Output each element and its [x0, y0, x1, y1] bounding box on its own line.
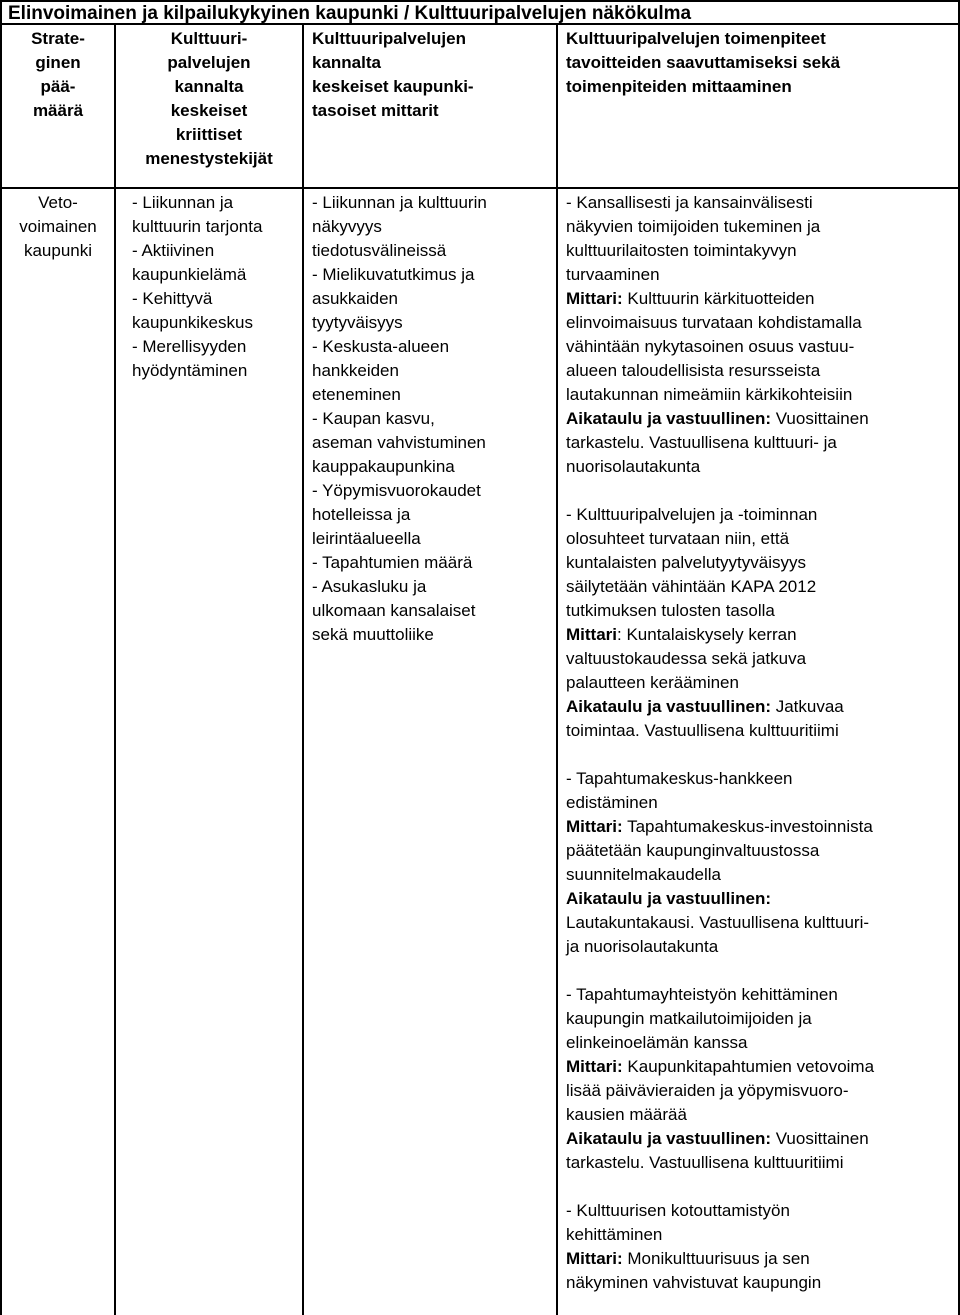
spacer: [566, 959, 958, 983]
cell-text: - Aktiivinen: [132, 241, 215, 260]
header-text: määrä: [32, 101, 84, 120]
action-text: kaupungin matkailutoimijoiden ja: [566, 1009, 812, 1028]
content-row: [1, 188, 959, 1315]
spacer: [566, 743, 958, 767]
action-text: - Tapahtumakeskus-hankkeen: [566, 769, 793, 788]
action-text: säilytetään vähintään KAPA 2012: [566, 577, 817, 596]
schedule-text: Vuosittainen: [771, 409, 869, 428]
schedule-label: Aikataulu ja vastuullinen:: [566, 1129, 771, 1148]
metric-line: [566, 623, 958, 647]
action-text: - Kulttuuripalvelujen ja -toiminnan: [566, 505, 818, 524]
header-text: pää-: [40, 77, 76, 96]
cell-text: - Yöpymisvuorokaudet: [312, 481, 481, 500]
cell-text: näkyvyys: [312, 217, 382, 236]
actions-cell: [557, 188, 959, 1315]
cell-text: tyytyväisyys: [312, 313, 403, 332]
action-text: - Kansallisesti ja kansainvälisesti: [566, 193, 813, 212]
action-text: - Tapahtumayhteistyön kehittäminen: [566, 985, 838, 1004]
header-text: kannalta: [174, 77, 244, 96]
cell-text: leirintäalueella: [312, 529, 421, 548]
header-strategic-goal: [1, 24, 115, 188]
header-text: keskeiset: [170, 101, 248, 120]
header-text: Kulttuuri-: [170, 29, 248, 48]
cell-text: ulkomaan kansalaiset: [312, 601, 476, 620]
cell-text: hankkeiden: [312, 361, 399, 380]
metric-text: Kaupunkitapahtumien vetovoima: [622, 1057, 875, 1076]
metric-text: suunnitelmakaudella: [566, 865, 721, 884]
metric-text: vähintään nykytasoinen osuus vastuu-: [566, 337, 855, 356]
cell-text: - Asukasluku ja: [312, 577, 427, 596]
schedule-line: [566, 1127, 958, 1151]
cell-text: - Kehittyvä: [132, 289, 213, 308]
schedule-label: Aikataulu ja vastuullinen:: [566, 889, 771, 908]
schedule-label: Aikataulu ja vastuullinen:: [566, 697, 771, 716]
header-row: [1, 24, 959, 188]
cell-text: - Merellisyyden: [132, 337, 247, 356]
metric-label: Mittari:: [566, 817, 623, 836]
city-metrics-cell: [303, 188, 557, 1315]
header-text: palvelujen: [167, 53, 251, 72]
header-text: keskeiset kaupunki-: [312, 77, 474, 96]
spacer: [566, 479, 958, 503]
schedule-line: [566, 407, 958, 431]
metric-line: [566, 1247, 958, 1271]
cell-text: kulttuurin tarjonta: [132, 217, 263, 236]
metric-text: Kulttuurin kärkituotteiden: [622, 289, 815, 308]
action-text: näkyvien toimijoiden tukeminen ja: [566, 217, 821, 236]
metric-line: [566, 287, 958, 311]
cell-text: kaupunkielämä: [132, 265, 247, 284]
cell-text: eteneminen: [312, 385, 401, 404]
header-success-factors: [115, 24, 303, 188]
cell-text: hotelleissa ja: [312, 505, 411, 524]
schedule-label: Aikataulu ja vastuullinen:: [566, 409, 771, 428]
cell-text: kauppakaupunkina: [312, 457, 455, 476]
cell-text: kaupunki: [23, 241, 93, 260]
schedule-text: Lautakuntakausi. Vastuullisena kulttuuri-: [566, 913, 870, 932]
header-text: ginen: [35, 53, 81, 72]
action-text: - Kulttuurisen kotouttamistyön: [566, 1201, 790, 1220]
strategic-goal-cell: [1, 188, 115, 1315]
action-text: edistäminen: [566, 793, 658, 812]
metric-line: [566, 815, 958, 839]
action-text: elinkeinoelämän kanssa: [566, 1033, 748, 1052]
metric-text: palautteen kerääminen: [566, 673, 739, 692]
header-text: Kulttuuripalvelujen toimenpiteet: [566, 29, 826, 48]
header-city-metrics: [303, 24, 557, 188]
cell-text: - Mielikuvatutkimus ja: [312, 265, 475, 284]
action-text: olosuhteet turvataan niin, että: [566, 529, 790, 548]
cell-text: - Keskusta-alueen: [312, 337, 450, 356]
metric-text: kausien määrää: [566, 1105, 687, 1124]
cell-text: asukkaiden: [312, 289, 399, 308]
metric-line: [566, 1055, 958, 1079]
cell-text: hyödyntäminen: [132, 361, 248, 380]
cell-text: Veto-: [38, 193, 78, 212]
metric-text: Tapahtumakeskus-investoinnista: [622, 817, 873, 836]
cell-text: voimainen: [19, 217, 97, 236]
metric-text: näkyminen vahvistuvat kaupungin: [566, 1273, 822, 1292]
metric-text: lautakunnan nimeämiin kärkikohteisiin: [566, 385, 853, 404]
schedule-text: Jatkuvaa: [771, 697, 844, 716]
metric-label: Mittari:: [566, 1249, 623, 1268]
metric-label: Mittari:: [566, 1057, 623, 1076]
metric-text: Monikulttuurisuus ja sen: [622, 1249, 810, 1268]
schedule-text: Vuosittainen: [771, 1129, 869, 1148]
document-title: Elinvoimainen ja kilpailukykyinen kaupunki / Kulttuuripalvelujen näkökulma: [0, 0, 960, 24]
cell-text: - Liikunnan ja kulttuurin: [312, 193, 487, 212]
action-text: kulttuurilaitosten toimintakyvyn: [566, 241, 797, 260]
cell-text: aseman vahvistuminen: [312, 433, 486, 452]
metric-text: päätetään kaupunginvaltuustossa: [566, 841, 820, 860]
strategy-table: [0, 23, 960, 1315]
header-text: menestystekijät: [145, 149, 273, 168]
metric-text: lisää päivävieraiden ja yöpymisvuoro-: [566, 1081, 849, 1100]
metric-text: alueen taloudellisista resursseista: [566, 361, 821, 380]
header-actions: [557, 24, 959, 188]
header-text: toimenpiteiden mittaaminen: [566, 77, 792, 96]
schedule-line: [566, 695, 958, 719]
schedule-text: tarkastelu. Vastuullisena kulttuuri- ja: [566, 433, 837, 452]
header-text: tavoitteiden saavuttamiseksi sekä: [566, 53, 841, 72]
schedule-text: nuorisolautakunta: [566, 457, 701, 476]
action-text: tutkimuksen tulosten tasolla: [566, 601, 775, 620]
cell-text: - Kaupan kasvu,: [312, 409, 435, 428]
schedule-text: toimintaa. Vastuullisena kulttuuritiimi: [566, 721, 839, 740]
header-text: Strate-: [31, 29, 85, 48]
action-text: turvaaminen: [566, 265, 660, 284]
schedule-text: ja nuorisolautakunta: [566, 937, 719, 956]
action-text: kehittäminen: [566, 1225, 663, 1244]
cell-text: - Tapahtumien määrä: [312, 553, 473, 572]
cell-text: kaupunkikeskus: [132, 313, 253, 332]
spacer: [566, 1175, 958, 1199]
header-text: kriittiset: [175, 125, 243, 144]
metric-text: elinvoimaisuus turvataan kohdistamalla: [566, 313, 862, 332]
header-text: Kulttuuripalvelujen: [312, 29, 466, 48]
metric-text: : Kuntalaiskysely kerran: [617, 625, 797, 644]
header-text: tasoiset mittarit: [312, 101, 439, 120]
metric-text: valtuustokaudessa sekä jatkuva: [566, 649, 807, 668]
header-text: kannalta: [312, 53, 381, 72]
cell-text: sekä muuttoliike: [312, 625, 434, 644]
cell-text: - Liikunnan ja: [132, 193, 234, 212]
action-text: kuntalaisten palvelutyytyväisyys: [566, 553, 807, 572]
cell-text: tiedotusvälineissä: [312, 241, 447, 260]
metric-label: Mittari: [566, 625, 617, 644]
metric-label: Mittari:: [566, 289, 623, 308]
schedule-text: tarkastelu. Vastuullisena kulttuuritiimi: [566, 1153, 844, 1172]
success-factors-cell: [115, 188, 303, 1315]
